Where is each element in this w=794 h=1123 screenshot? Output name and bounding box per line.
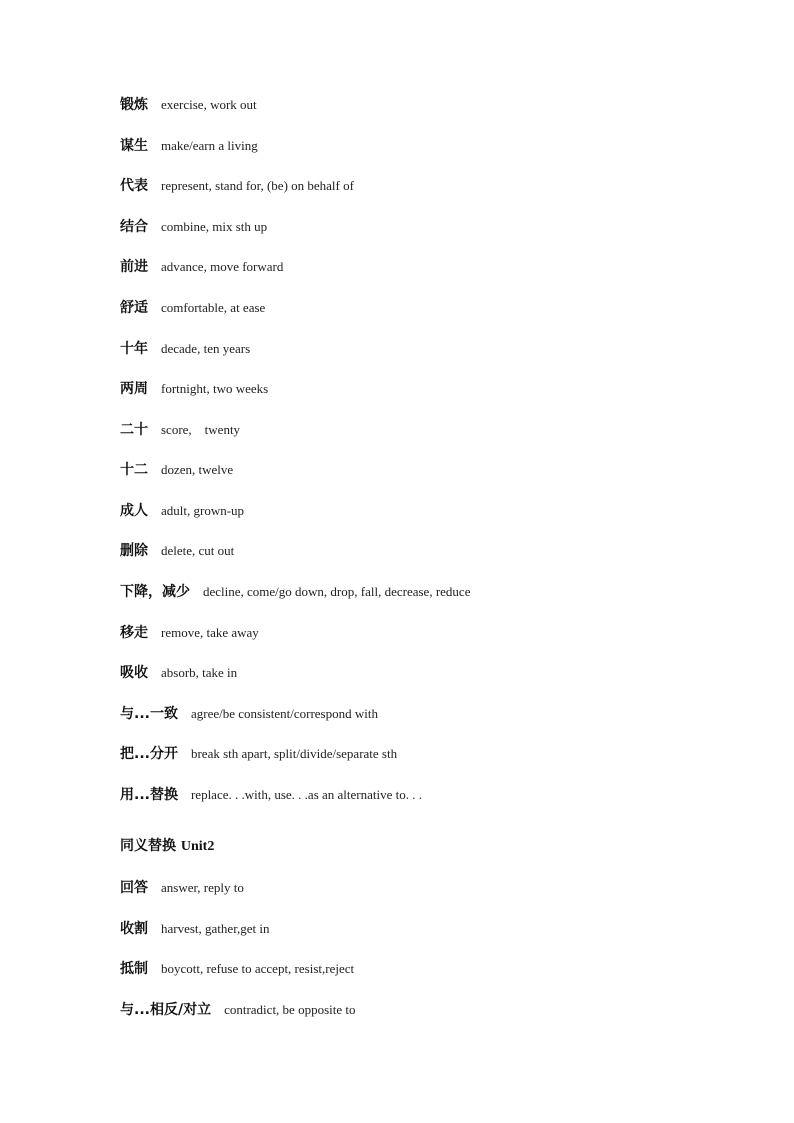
vocab-entry <box>120 339 250 359</box>
chinese-term: 结合 <box>120 219 148 235</box>
english-equivalents: adult, grown-up <box>161 503 245 518</box>
english-equivalents: boycott, refuse to accept, resist,reject <box>161 961 355 976</box>
english-equivalents: absorb, take in <box>161 665 238 680</box>
chinese-term: 前进 <box>120 259 148 275</box>
english-equivalents: advance, move forward <box>161 259 284 274</box>
english-equivalents: dozen, twelve <box>161 462 234 477</box>
vocab-entry <box>120 298 265 318</box>
vocab-entry <box>120 460 233 480</box>
chinese-term: 代表 <box>120 178 148 194</box>
chinese-term: 吸收 <box>120 665 148 681</box>
chinese-term: 成人 <box>120 503 148 519</box>
heading-title: 同义替换 <box>120 838 176 854</box>
chinese-term: 删除 <box>120 543 148 559</box>
chinese-term: 抵制 <box>120 961 148 977</box>
chinese-term: 锻炼 <box>120 97 148 113</box>
vocab-entry <box>120 501 244 521</box>
chinese-term: 把...分开 <box>120 746 178 762</box>
english-equivalents: score, twenty <box>161 422 241 437</box>
english-equivalents: contradict, be opposite to <box>224 1002 356 1017</box>
chinese-term: 移走 <box>120 625 148 641</box>
english-equivalents: fortnight, two weeks <box>161 381 269 396</box>
section-heading <box>120 836 214 857</box>
english-equivalents: decline, come/go down, drop, fall, decrease, reduce <box>203 584 471 599</box>
vocab-entry <box>120 541 234 561</box>
vocab-entry <box>120 919 270 939</box>
english-equivalents: replace. . .with, use. . .as an alternative to. . . <box>190 787 422 802</box>
vocab-entry <box>120 785 422 805</box>
english-equivalents: break sth apart, split/divide/separate sth <box>190 746 398 761</box>
english-equivalents: harvest, gather,get in <box>161 921 270 936</box>
english-equivalents: make/earn a living <box>161 138 258 153</box>
english-equivalents: remove, take away <box>161 625 259 640</box>
vocab-entry <box>120 878 244 898</box>
chinese-term: 十二 <box>120 462 148 478</box>
vocab-entry <box>120 744 397 764</box>
chinese-term: 收割 <box>120 921 148 937</box>
english-equivalents: answer, reply to <box>161 880 244 895</box>
vocab-entry <box>120 379 268 399</box>
vocab-entry <box>120 217 267 237</box>
chinese-term: 与...一致 <box>120 706 178 722</box>
vocab-entry <box>120 136 258 156</box>
heading-unit: Unit2 <box>180 839 215 854</box>
english-equivalents: comfortable, at ease <box>161 300 266 315</box>
chinese-term: 两周 <box>120 381 148 397</box>
english-equivalents: delete, cut out <box>161 543 235 558</box>
chinese-term: 回答 <box>120 880 148 896</box>
vocab-entry <box>120 95 257 115</box>
english-equivalents: decade, ten years <box>161 341 251 356</box>
vocab-entry <box>120 1000 356 1020</box>
english-equivalents: combine, mix sth up <box>161 219 268 234</box>
vocab-entry <box>120 623 259 643</box>
chinese-term: 用...替换 <box>120 787 178 803</box>
vocab-entry <box>120 257 283 277</box>
vocab-entry <box>120 420 240 440</box>
english-equivalents: represent, stand for, (be) on behalf of <box>161 178 354 193</box>
chinese-term: 舒适 <box>120 300 148 316</box>
vocab-entry <box>120 663 237 683</box>
vocab-entry <box>120 176 354 196</box>
vocab-entry <box>120 959 354 979</box>
vocab-entry <box>120 582 470 602</box>
chinese-term: 与...相反/对立 <box>120 1002 212 1018</box>
english-equivalents: agree/be consistent/correspond with <box>190 706 378 721</box>
chinese-term: 二十 <box>120 422 148 438</box>
english-equivalents: exercise, work out <box>161 97 257 112</box>
chinese-term: 谋生 <box>120 138 148 154</box>
vocab-entry <box>120 704 378 724</box>
chinese-term: 下降，减少 <box>120 584 190 600</box>
chinese-term: 十年 <box>120 341 148 357</box>
